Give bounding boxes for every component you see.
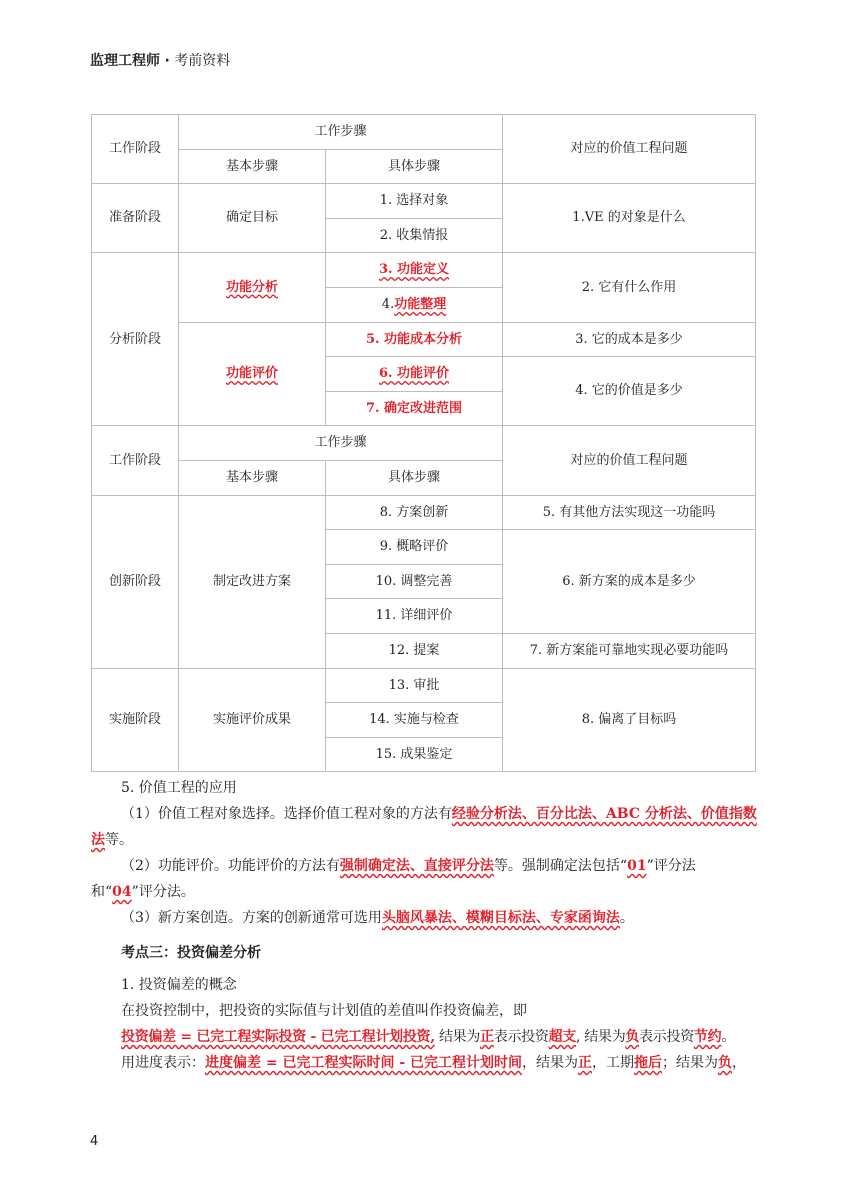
basic-function-evaluation-text: 功能评价 <box>225 366 278 382</box>
p6-positive: 正 <box>578 1055 593 1071</box>
detail-step-10: 10. 调整完善 <box>326 564 503 599</box>
detail-step-11: 11. 详细评价 <box>326 599 503 634</box>
p6-text-b: ，结果为 <box>522 1055 579 1071</box>
basic-prep: 确定目标 <box>179 184 326 253</box>
detail-step-8: 8. 方案创新 <box>326 495 503 530</box>
question-2: 2. 它有什么作用 <box>503 253 756 322</box>
p3-text-a: （3）新方案创造。方案的创新通常可选用 <box>121 910 382 926</box>
paragraph-function-evaluation <box>91 853 757 905</box>
detail-step-14: 14. 实施与检查 <box>326 703 503 738</box>
basic-function-analysis <box>179 253 326 322</box>
p1-text-a: （1）价值工程对象选择。选择价值工程对象的方法有 <box>121 806 452 822</box>
page-number: 4 <box>90 1134 99 1149</box>
p1-highlight: 经验分析法、百分比法、ABC 分析法、价值指数法 <box>91 806 757 848</box>
basic-innovation: 制定改进方案 <box>179 495 326 668</box>
question-6: 6. 新方案的成本是多少 <box>503 530 756 634</box>
p2-text-c: ”评分法和“ <box>91 858 696 900</box>
p5-overrun: 超支 <box>548 1029 576 1045</box>
paragraph-object-selection <box>91 801 757 853</box>
header-detail-steps: 具体步骤 <box>326 149 503 184</box>
stage-innovation: 创新阶段 <box>92 495 179 668</box>
question-5: 5. 有其他方法实现这一功能吗 <box>503 495 756 530</box>
detail-step-5 <box>326 322 503 357</box>
p5-text-c: , 结果为 <box>576 1029 626 1045</box>
p2-highlight-04: 04 <box>112 884 132 900</box>
header-title: 监理工程师 <box>90 53 160 69</box>
repeat-header-detail: 具体步骤 <box>326 460 503 495</box>
detail-step-4 <box>326 287 503 322</box>
stage-implement: 实施阶段 <box>92 668 179 772</box>
basic-function-evaluation <box>179 322 326 426</box>
detail-step-7-text: 7. 确定改进范围 <box>365 400 463 416</box>
p5-text-e: 。 <box>721 1029 736 1045</box>
question-4: 4. 它的价值是多少 <box>503 357 756 426</box>
detail-step-3-text: 3. 功能定义 <box>378 262 450 278</box>
header-basic-steps: 基本步骤 <box>179 149 326 184</box>
p6-text-d: ；结果为 <box>662 1055 719 1071</box>
stage-analysis: 分析阶段 <box>92 253 179 426</box>
p6-text-a: 用进度表示： <box>121 1055 205 1071</box>
paragraph-investment-formula <box>91 1024 757 1050</box>
header-question: 对应的价值工程问题 <box>503 115 756 184</box>
header-subtitle: 考前资料 <box>174 53 231 69</box>
detail-step-2: 2. 收集情报 <box>326 218 503 253</box>
p2-highlight-01: 01 <box>627 858 647 874</box>
repeat-header-basic: 基本步骤 <box>179 460 326 495</box>
p3-highlight: 头脑风暴法、模糊目标法、专家函询法 <box>381 910 620 926</box>
paragraph-new-scheme <box>91 905 757 931</box>
p5-formula: 投资偏差 = 已完工程实际投资 - 已完工程计划投资, <box>121 1029 435 1045</box>
p6-text-c: ，工期 <box>592 1055 635 1071</box>
p2-text-d: ”评分法。 <box>131 884 195 900</box>
p2-text-a: （2）功能评价。功能评价的方法有 <box>121 858 340 874</box>
section-investment-deviation <box>91 940 757 966</box>
p6-text-e: ， <box>732 1055 747 1071</box>
p1-text-b: 等。 <box>105 832 133 848</box>
p5-positive: 正 <box>480 1029 494 1045</box>
p6-delayed: 拖后 <box>634 1055 663 1071</box>
p5-text-a: 结果为 <box>434 1029 481 1045</box>
detail-step-6 <box>326 357 503 392</box>
section-1-title: 1. 投资偏差的概念 <box>121 977 237 993</box>
repeat-header-stage: 工作阶段 <box>92 426 179 495</box>
question-8: 8. 偏离了目标吗 <box>503 668 756 772</box>
p5-saving: 节约 <box>693 1029 722 1045</box>
p5-text-b: 表示投资 <box>493 1029 549 1045</box>
value-engineering-table <box>91 114 756 772</box>
detail-step-7 <box>326 391 503 426</box>
detail-step-3 <box>326 253 503 288</box>
detail-step-4-text: 功能整理 <box>394 296 447 312</box>
question-7: 7. 新方案能可靠地实现必要功能吗 <box>503 633 756 668</box>
p2-highlight: 强制确定法、直接评分法 <box>339 858 494 874</box>
question-1: 1.VE 的对象是什么 <box>503 184 756 253</box>
detail-step-15: 15. 成果鉴定 <box>326 737 503 772</box>
repeat-header-steps: 工作步骤 <box>179 426 503 461</box>
basic-function-analysis-text: 功能分析 <box>225 279 278 295</box>
question-3: 3. 它的成本是多少 <box>503 322 756 357</box>
p5-negative: 负 <box>625 1029 640 1045</box>
kaodian-title: 考点三：投资偏差分析 <box>121 945 261 961</box>
header-stage: 工作阶段 <box>92 115 179 184</box>
page-header <box>90 50 230 70</box>
detail-step-1: 1. 选择对象 <box>326 184 503 219</box>
basic-implement: 实施评价成果 <box>179 668 326 772</box>
detail-step-4-num: 4. <box>381 296 395 312</box>
section-5-title: 5. 价值工程的应用 <box>121 780 237 796</box>
p5-text-d: 表示投资 <box>639 1029 694 1045</box>
detail-step-6-text: 6. 功能评价 <box>378 366 450 382</box>
detail-step-13: 13. 审批 <box>326 668 503 703</box>
paragraph-schedule-formula <box>91 1050 757 1076</box>
header-dot: · <box>164 53 170 69</box>
p6-formula: 进度偏差 = 已完工程实际时间 - 已完工程计划时间 <box>205 1055 523 1071</box>
p2-text-b: 等。强制确定法包括“ <box>493 858 628 874</box>
stage-prep: 准备阶段 <box>92 184 179 253</box>
repeat-header-question: 对应的价值工程问题 <box>503 426 756 495</box>
header-steps: 工作步骤 <box>179 115 503 150</box>
section-ve-application <box>91 775 757 931</box>
detail-step-9: 9. 概略评价 <box>326 530 503 565</box>
detail-step-12: 12. 提案 <box>326 633 503 668</box>
section-deviation-concept <box>91 972 757 1076</box>
paragraph-deviation-def: 在投资控制中，把投资的实际值与计划值的差值叫作投资偏差，即 <box>121 1003 527 1019</box>
p3-text-b: 。 <box>619 910 634 926</box>
p6-negative: 负 <box>718 1055 733 1071</box>
detail-step-5-text: 5. 功能成本分析 <box>365 331 463 347</box>
